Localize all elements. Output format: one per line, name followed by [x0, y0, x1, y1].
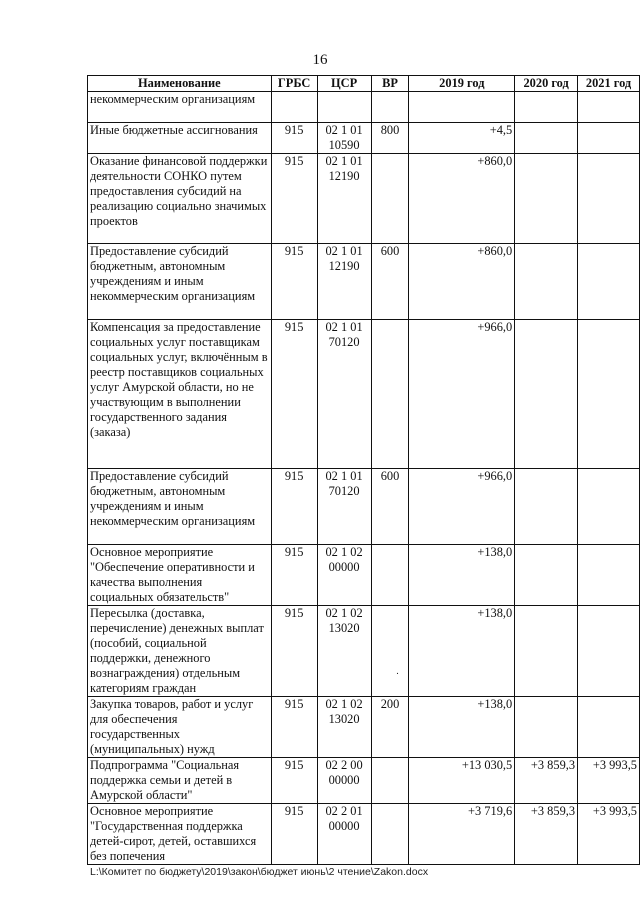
- row-2019: +138,0: [409, 697, 515, 758]
- row-2021: [578, 154, 640, 244]
- row-2021: +3 993,5: [578, 758, 640, 804]
- row-name: Пересылка (доставка, перечисление) денежных выплат (пособий, социальной поддержки, денежного вознаграждения) отдельным категориям граждан: [88, 606, 272, 697]
- row-vr: 200: [371, 697, 409, 758]
- row-2021: +3 993,5: [578, 804, 640, 865]
- table-row: [88, 154, 640, 244]
- row-name: Предоставление субсидий бюджетным, автономным учреждениям и иным некоммерческим организациям: [88, 244, 272, 320]
- row-2019: +138,0: [409, 606, 515, 697]
- row-2019: +860,0: [409, 244, 515, 320]
- row-grbs: 915: [271, 697, 317, 758]
- row-name: Закупка товаров, работ и услуг для обеспечения государственных (муниципальных) нужд: [88, 697, 272, 758]
- row-vr: [371, 154, 409, 244]
- row-2020: +3 859,3: [515, 758, 578, 804]
- row-vr: [371, 606, 409, 697]
- row-vr: 800: [371, 123, 409, 154]
- row-2019: +138,0: [409, 545, 515, 606]
- row-2019: [409, 92, 515, 123]
- row-csr: 02 1 02 13020: [317, 606, 371, 697]
- row-name: некоммерческим организациям: [88, 92, 272, 123]
- row-grbs: 915: [271, 804, 317, 865]
- row-2020: [515, 244, 578, 320]
- row-name: Подпрограмма "Социальная поддержка семьи и детей в Амурской области": [88, 758, 272, 804]
- row-grbs: 915: [271, 154, 317, 244]
- row-csr: 02 1 01 12190: [317, 154, 371, 244]
- row-name: Оказание финансовой поддержки деятельности СОНКО путем предоставления субсидий на реализацию социально значимых проектов: [88, 154, 272, 244]
- row-2021: [578, 92, 640, 123]
- table-row: [88, 758, 640, 804]
- row-2021: [578, 469, 640, 545]
- budget-table: [87, 75, 640, 865]
- row-grbs: 915: [271, 244, 317, 320]
- table-row: [88, 320, 640, 469]
- row-2019: +966,0: [409, 469, 515, 545]
- row-vr: [371, 320, 409, 469]
- row-grbs: [271, 92, 317, 123]
- row-2020: [515, 123, 578, 154]
- page-number: 16: [312, 52, 328, 68]
- header-2021: 2021 год: [578, 76, 640, 92]
- row-csr: 02 2 01 00000: [317, 804, 371, 865]
- row-csr: 02 2 00 00000: [317, 758, 371, 804]
- table-row: [88, 92, 640, 123]
- header-csr: ЦСР: [317, 76, 371, 92]
- row-csr: 02 1 02 00000: [317, 545, 371, 606]
- row-vr: 600: [371, 244, 409, 320]
- row-grbs: 915: [271, 545, 317, 606]
- row-csr: 02 1 01 70120: [317, 469, 371, 545]
- row-grbs: 915: [271, 606, 317, 697]
- row-vr: [371, 545, 409, 606]
- row-name: Иные бюджетные ассигнования: [88, 123, 272, 154]
- row-csr: [317, 92, 371, 123]
- row-csr: 02 1 01 12190: [317, 244, 371, 320]
- row-2019: +13 030,5: [409, 758, 515, 804]
- scan-artifact: ․: [396, 666, 400, 676]
- row-csr: 02 1 02 13020: [317, 697, 371, 758]
- header-2020: 2020 год: [515, 76, 578, 92]
- row-2019: +4,5: [409, 123, 515, 154]
- row-vr: [371, 758, 409, 804]
- row-2021: [578, 320, 640, 469]
- row-name: Компенсация за предоставление социальных услуг поставщикам социальных услуг, включённым в реестр поставщиков социальных услуг Амурской области, но не участвующим в выполнении государственного задания (заказа): [88, 320, 272, 469]
- table-row: [88, 545, 640, 606]
- row-csr: 02 1 01 10590: [317, 123, 371, 154]
- table-header-row: [88, 76, 640, 92]
- header-grbs: ГРБС: [271, 76, 317, 92]
- row-2019: +3 719,6: [409, 804, 515, 865]
- footer-file-path: L:\Комитет по бюджету\2019\закон\бюджет июнь\2 чтение\Zakon.docx: [90, 866, 429, 878]
- header-2019: 2019 год: [409, 76, 515, 92]
- row-2020: [515, 469, 578, 545]
- row-2021: [578, 606, 640, 697]
- row-vr: [371, 804, 409, 865]
- row-name: Основное мероприятие "Государственная поддержка детей-сирот, детей, оставшихся без попечения: [88, 804, 272, 865]
- row-vr: [371, 92, 409, 123]
- row-csr: 02 1 01 70120: [317, 320, 371, 469]
- row-2019: +860,0: [409, 154, 515, 244]
- table-row: [88, 244, 640, 320]
- table-row: [88, 804, 640, 865]
- row-2020: [515, 606, 578, 697]
- row-2021: [578, 545, 640, 606]
- row-2020: [515, 154, 578, 244]
- row-name: Основное мероприятие "Обеспечение оперативности и качества выполнения социальных обязательств": [88, 545, 272, 606]
- header-name: Наименование: [88, 76, 272, 92]
- row-2019: +966,0: [409, 320, 515, 469]
- row-vr: 600: [371, 469, 409, 545]
- row-2021: [578, 697, 640, 758]
- row-2020: +3 859,3: [515, 804, 578, 865]
- row-grbs: 915: [271, 469, 317, 545]
- row-2021: [578, 244, 640, 320]
- header-vr: ВР: [371, 76, 409, 92]
- row-grbs: 915: [271, 320, 317, 469]
- row-2020: [515, 92, 578, 123]
- table-row: [88, 469, 640, 545]
- row-2020: [515, 320, 578, 469]
- row-2020: [515, 545, 578, 606]
- row-grbs: 915: [271, 123, 317, 154]
- row-2020: [515, 697, 578, 758]
- row-grbs: 915: [271, 758, 317, 804]
- table-row: [88, 123, 640, 154]
- row-2021: [578, 123, 640, 154]
- row-name: Предоставление субсидий бюджетным, автономным учреждениям и иным некоммерческим организациям: [88, 469, 272, 545]
- table-row: [88, 606, 640, 697]
- table-row: [88, 697, 640, 758]
